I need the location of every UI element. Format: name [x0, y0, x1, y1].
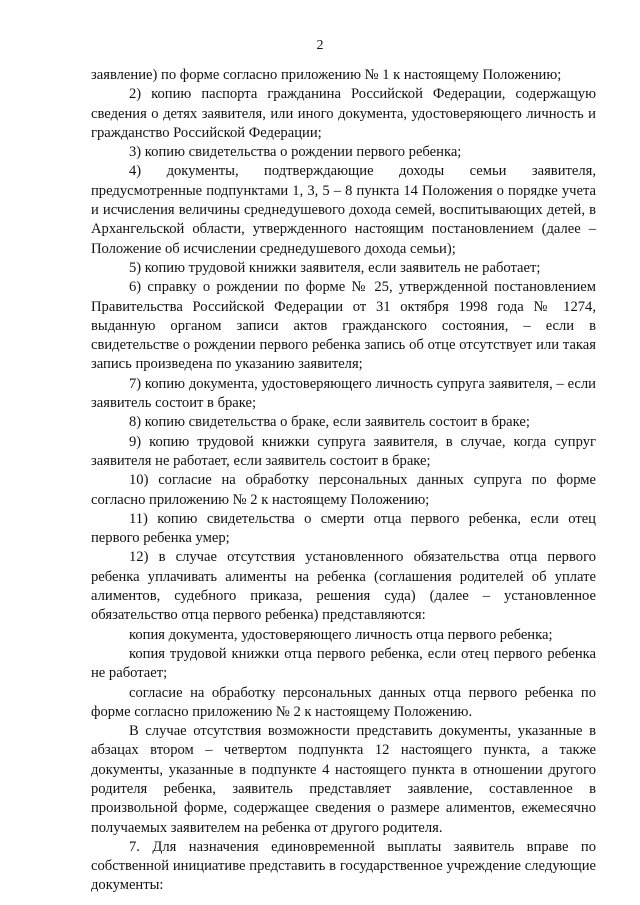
page-number: 2 [316, 38, 324, 53]
paragraph-item-2: 2) копию паспорта гражданина Российской Федерации, содержащую сведения о детях заявителя, или иного документа, удостоверяющего личность и гражданство Российской Федерации; [91, 86, 596, 141]
paragraph-item-4: 4) документы, подтверждающие доходы семьи заявителя, предусмотренные подпунктами 1, 3, 5 – 8 пункта 14 Положения о порядке учета и исчисления величины среднедушевого дохода семей, воспитывающих детей, в Архангельской области, утвержденного настоящим постановлением (далее – Положение об исчислении среднедушевого дохода семьи); [91, 163, 596, 257]
paragraph-item-11: 11) копию свидетельства о смерти отца первого ребенка, если отец первого ребенка умер; [91, 510, 596, 547]
paragraph-item-9: 9) копию трудовой книжки супруга заявителя, в случае, когда супруг заявителя не работает, если заявитель состоит в браке; [91, 433, 596, 469]
paragraph-item-12: 12) в случае отсутствия установленного обязательства отца первого ребенка уплачивать алименты на ребенка (соглашения родителей об уплате алиментов, судебного приказа, решения суда) (далее – установленное обязательство отца первого ребенка) представляются: [91, 549, 596, 624]
paragraph-item-3: 3) копию свидетельства о рождении первого ребенка; [129, 144, 462, 161]
paragraph-section-7: 7. Для назначения единовременной выплаты заявитель вправе по собственной инициативе представить в государственное учреждение следующие документы: [91, 838, 596, 894]
paragraph-subitem-workbook: копия трудовой книжки отца первого ребенка, если отец первого ребенка не работает; [91, 645, 596, 682]
paragraph-subitem-id-copy: копия документа, удостоверяющего личность отца первого ребенка; [129, 626, 553, 643]
paragraph-continuation: заявление) по форме согласно приложению № 1 к настоящему Положению; [91, 67, 562, 83]
paragraph-item-7: 7) копию документа, удостоверяющего личность супруга заявителя, – если заявитель состоит в браке; [91, 375, 596, 412]
paragraph-item-10: 10) согласие на обработку персональных данных супруга по форме согласно приложению № 2 к настоящему Положению; [91, 472, 596, 508]
paragraph-item-6: 6) справку о рождении по форме № 25, утвержденной постановлением Правительства Российской Федерации от 31 октября 1998 года № 1274, выданную органом записи актов гражданского состояния, – если в свидетельстве о рождении первого ребенка запись об отце отсутствует или такая запись произведена по указанию заявителя; [91, 279, 596, 373]
paragraph-item-8: 8) копию свидетельства о браке, если заявитель состоит в браке; [129, 414, 530, 431]
paragraph-item-5: 5) копию трудовой книжки заявителя, если заявитель не работает; [129, 259, 541, 276]
paragraph-alimony-note: В случае отсутствия возможности представить документы, указанные в абзацах втором – четвертом подпункта 12 настоящего пункта, а также документы, указанные в подпункте 4 настоящего пункта в отношении другого родителя ребенка, заявитель представляет заявление, составленное в произвольной форме, содержащее сведения о размере алиментов, ежемесячно получаемых заявителем на ребенка от другого родителя. [91, 723, 596, 836]
document-body [91, 66, 596, 896]
paragraph-subitem-consent: согласие на обработку персональных данных отца первого ребенка по форме согласно приложению № 2 к настоящему Положению. [91, 684, 596, 720]
